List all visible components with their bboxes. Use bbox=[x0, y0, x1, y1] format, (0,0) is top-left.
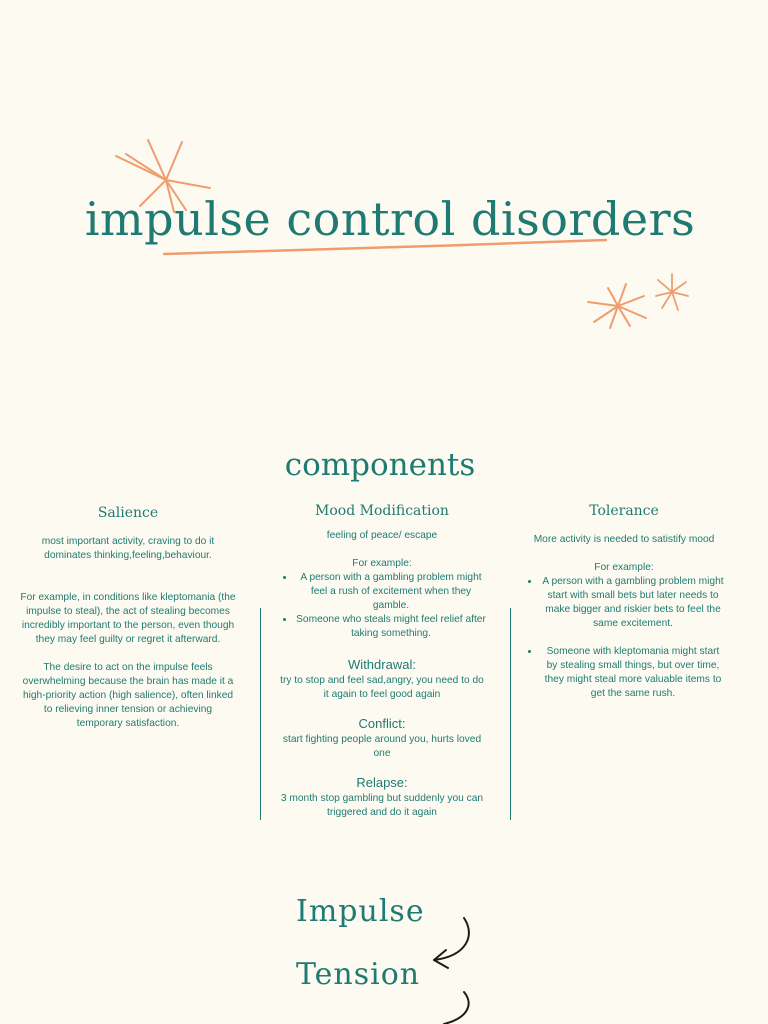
relapse-text: 3 month stop gambling but suddenly you can triggered and do it again bbox=[280, 793, 484, 818]
withdrawal-text: try to stop and feel sad,angry, you need to do it again to feel good again bbox=[280, 675, 484, 700]
tolerance-bullet: • A person with a gambling problem might start with small bets but later needs to make bigger and riskier bets to feel the same excitement. bbox=[540, 575, 726, 631]
tolerance-bullet: • Someone with kleptomania might start by stealing small things, but over time, they might steal more valuable items to get the same rush. bbox=[540, 645, 726, 701]
mood-modification-column bbox=[277, 503, 487, 820]
mood-definition: feeling of peace/ escape bbox=[326, 530, 438, 541]
cycle-tension: Tension bbox=[296, 957, 421, 992]
mood-example-label: For example: bbox=[352, 558, 412, 569]
tolerance-heading: Tolerance bbox=[589, 503, 659, 519]
title-underline bbox=[160, 236, 610, 260]
starburst-icon bbox=[654, 272, 690, 312]
conflict-heading: Conflict: bbox=[358, 716, 406, 731]
tolerance-definition: More activity is needed to satistify mood bbox=[533, 534, 715, 545]
column-divider bbox=[510, 608, 511, 820]
mood-bullet: • Someone who steals might feel relief after taking something. bbox=[295, 613, 487, 641]
page-title: impulse control disorders bbox=[84, 192, 696, 246]
salience-definition: most important activity, craving to do it dominates thinking,feeling,behaviour. bbox=[41, 536, 215, 561]
salience-example: For example, in conditions like kleptomania (the impulse to steal), the act of stealing becomes incredibly important to the person, even though they may feel guilty or regret it afterward. bbox=[20, 592, 236, 645]
curved-arrow-icon bbox=[426, 914, 478, 972]
conflict-text: start fighting people around you, hurts loved one bbox=[282, 734, 482, 759]
withdrawal-heading: Withdrawal: bbox=[348, 657, 416, 672]
relapse-heading: Relapse: bbox=[356, 775, 408, 790]
mood-heading: Mood Modification bbox=[315, 503, 449, 519]
salience-column bbox=[20, 505, 236, 731]
starburst-icon bbox=[586, 282, 650, 332]
curved-arrow-icon bbox=[430, 990, 478, 1024]
column-divider bbox=[260, 608, 261, 820]
components-heading: components bbox=[284, 447, 476, 483]
tolerance-example-label: For example: bbox=[594, 562, 654, 573]
salience-heading: Salience bbox=[97, 505, 159, 521]
mood-bullet: • A person with a gambling problem might feel a rush of excitement when they gamble. bbox=[295, 571, 487, 613]
salience-explanation: The desire to act on the impulse feels overwhelming because the brain has made it a high-priority action (high salience), often linked to relieving inner tension or achieving temporary satisfaction. bbox=[22, 662, 234, 729]
cycle-impulse: Impulse bbox=[296, 894, 425, 929]
tolerance-column bbox=[522, 503, 726, 701]
